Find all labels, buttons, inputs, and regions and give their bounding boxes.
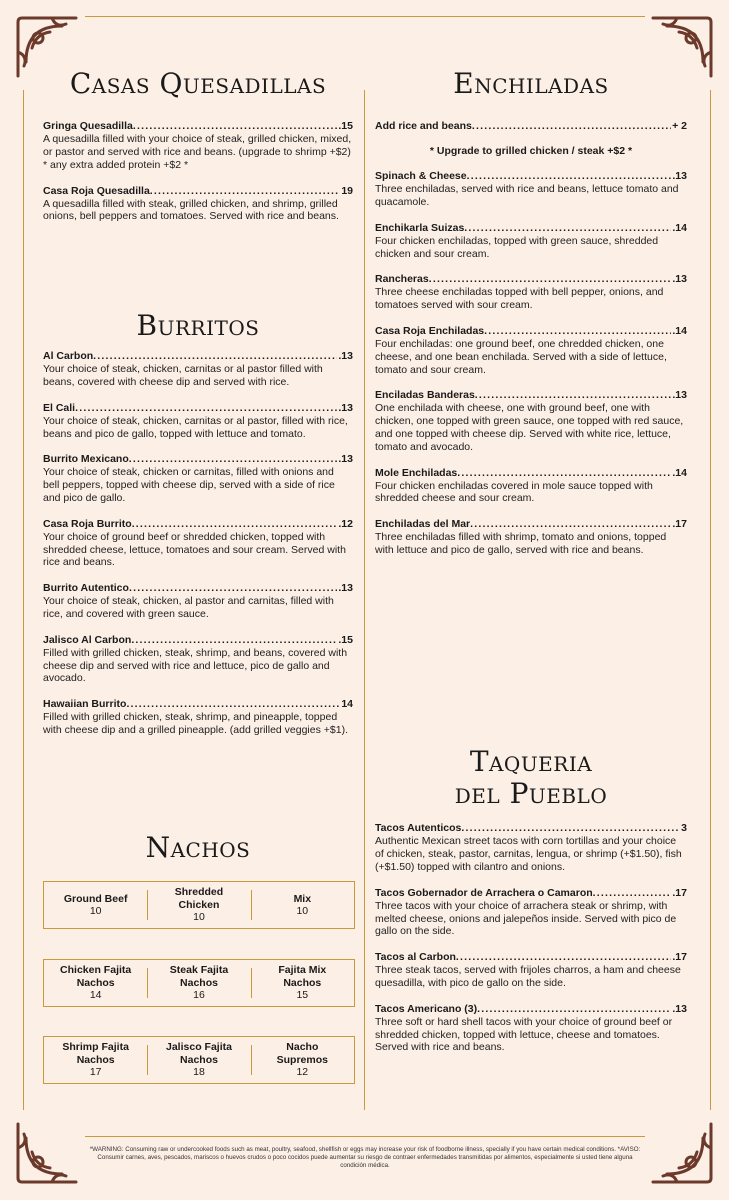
item-name: Rancheras <box>375 273 429 286</box>
item-price: .15 <box>338 633 353 646</box>
nacho-name: Fajita Mix Nachos <box>278 964 327 989</box>
enchiladas-section <box>375 68 687 570</box>
menu-item <box>375 273 687 312</box>
item-desc: Three tacos with your choice of arrachera steak or shrimp, with melted cheese, onions and jalepeños inside. Served with pico de gallo on the side. <box>375 899 677 938</box>
item-price: 14 <box>341 698 353 711</box>
item-desc: Three enchiladas, served with rice and beans, lettuce tomato and quacamole. <box>375 183 679 208</box>
item-price: .13 <box>672 389 687 402</box>
item-name: Enchiladas del Mar <box>375 518 471 531</box>
item-price: .13 <box>672 273 687 286</box>
item-price: .17 <box>672 951 687 964</box>
item-name: Spinach & Cheese <box>375 170 467 183</box>
frame-bottom-line <box>85 1136 645 1137</box>
item-price: 3 <box>681 822 687 835</box>
taqueria-title <box>375 746 687 810</box>
menu-item <box>43 582 353 621</box>
item-name: Tacos Gobernador de Arrachera o Camaron <box>375 886 593 899</box>
nacho-name: Steak Fajita Nachos <box>169 964 229 989</box>
nachos-title: Nachos <box>145 831 251 864</box>
menu-item <box>375 325 687 376</box>
item-desc: Four chicken enchiladas covered in mole sauce topped with shredded cheese and sour cream. <box>375 479 653 505</box>
item-name: Enchikarla Suizas <box>375 221 465 234</box>
nacho-name: Chicken Fajita Nachos <box>60 964 132 989</box>
nacho-price: 16 <box>193 989 205 1002</box>
burritos-section <box>43 310 353 750</box>
nacho-cell <box>44 1037 147 1083</box>
nacho-price: 10 <box>296 905 309 917</box>
item-desc: Four enchiladas: one ground beef, one chredded chicken, one cheese, and one bean enchilada. Served with a side of lettuce, tomato and sour cream. <box>375 337 667 376</box>
menu-item <box>375 518 687 557</box>
item-name: Gringa Quesadilla <box>43 120 133 133</box>
menu-item <box>43 350 353 389</box>
taqueria-title-line2: del Pueblo <box>454 777 608 811</box>
menu-item <box>375 389 687 453</box>
item-price: .13 <box>338 453 353 466</box>
item-price: .14 <box>672 221 687 234</box>
item-name: Jalisco Al Carbon <box>43 633 132 646</box>
item-name: Casa Roja Enchiladas <box>375 324 485 337</box>
item-price: 19 <box>341 184 353 197</box>
taqueria-title-line1: Taqueria <box>469 745 593 778</box>
quesadillas-section <box>43 68 353 236</box>
item-price: + 2 <box>672 120 687 133</box>
nacho-price: 15 <box>296 989 309 1002</box>
menu-item <box>375 951 687 990</box>
item-name: Casa Roja Burrito <box>43 517 132 530</box>
nacho-name: Shrimp Fajita Nachos <box>62 1041 129 1066</box>
enchiladas-title: Enchiladas <box>453 67 609 100</box>
menu-item <box>375 822 687 873</box>
item-desc: Your choice of steak, chicken or carnitas, filled with onions and bell peppers, topped with cheese dip, served with a side of rice and pico de gallo. <box>43 466 335 504</box>
nacho-cell <box>44 882 147 928</box>
corner-ornament-icon <box>12 1118 82 1188</box>
menu-item <box>43 120 353 171</box>
menu-item <box>375 170 687 209</box>
item-desc: A quesadilla filled with steak, grilled chicken, and shrimp, grilled onions, bell peppers and tomatoes. Served with rice and beans. <box>43 197 339 223</box>
item-desc: Filled with grilled chicken, steak, shrimp, and pineapple, topped with cheese dip and a grilled pineapple. (add grilled veggies +$1). <box>43 711 348 736</box>
item-desc: Your choice of steak, chicken, carnitas or al pastor filled with beans, covered with cheese dip and served with rice. <box>43 363 323 388</box>
menu-item <box>43 698 353 737</box>
item-desc: Your choice of steak, chicken, al pastor and carnitas, filled with rice, and covered with green sauce. <box>43 595 334 620</box>
item-price: .13 <box>672 1002 687 1015</box>
menu-item <box>375 1003 687 1054</box>
nacho-row <box>43 959 355 1007</box>
item-desc: Four chicken enchiladas, topped with green sauce, shredded chicken and sour cream. <box>375 234 659 260</box>
upgrade-note: * Upgrade to grilled chicken / steak +$2 * <box>429 145 633 158</box>
item-desc: A quesadilla filled with your choice of steak, grilled chicken, mixed, or pastor and served with rice and beans. (upgrade to shrimp +$2) * any extra added protein +$2 * <box>43 133 352 171</box>
nacho-name: Nacho Supremos <box>276 1041 328 1066</box>
nacho-cell <box>147 1037 250 1083</box>
item-desc: Your choice of steak, chicken, carnitas or al pastor, filled with rice, beans and pico de gallo, topped with lettuce and tomato. <box>43 414 348 440</box>
taqueria-section <box>375 746 687 1067</box>
nacho-name: Shredded Chicken <box>174 886 224 911</box>
item-price: .17 <box>672 518 687 531</box>
item-price: .12 <box>338 517 353 530</box>
nacho-cell <box>147 960 250 1006</box>
nacho-price: 18 <box>193 1066 205 1079</box>
item-price: .13 <box>338 401 353 414</box>
item-name: Burrito Mexicano <box>43 453 129 466</box>
addon-item <box>375 120 687 133</box>
item-name: Casa Roja Quesadilla <box>43 184 150 197</box>
nacho-cell <box>251 882 354 928</box>
nacho-cell <box>44 960 147 1006</box>
nacho-cell <box>251 1037 354 1083</box>
nacho-name: Jalisco Fajita Nachos <box>166 1041 232 1066</box>
item-desc: One enchilada with cheese, one with ground beef, one with chicken, one topped with green sauce, one topped with red sauce, and one topped with cheese dip. Served with white rice, lettuce, tomato and avocado. <box>375 402 684 453</box>
menu-item <box>375 467 687 506</box>
item-desc: Three steak tacos, served with frijoles charros, a ham and cheese quesadilla, with pico de gallo on the side. <box>375 964 681 989</box>
item-desc: Three cheese enchiladas topped with bell pepper, onions, and tomatoes served with sour cream. <box>375 286 664 312</box>
item-price: .13 <box>338 350 353 363</box>
item-name: Enciladas Banderas <box>375 389 475 402</box>
nacho-row <box>43 1036 355 1084</box>
item-desc: Three soft or hard shell tacos with your choice of ground beef or shredded chicken, topped with lettuce, cheese and tomatoes. Served with rice and beans. <box>375 1015 673 1054</box>
item-name: Al Carbon <box>43 350 94 363</box>
frame-right-line <box>710 90 711 1110</box>
nacho-cell <box>147 882 250 928</box>
nacho-row <box>43 881 355 929</box>
item-price: .15 <box>338 120 353 133</box>
menu-item <box>375 222 687 261</box>
item-name: Add rice and beans <box>375 120 472 133</box>
quesadillas-title: Casas Quesadillas <box>69 67 327 100</box>
frame-top-line <box>85 16 645 17</box>
item-price: .13 <box>338 582 353 595</box>
item-name: Tacos al Carbon <box>375 951 456 964</box>
item-name: Tacos Americano (3) <box>375 1002 478 1015</box>
item-name: El Cali <box>43 401 76 414</box>
menu-item <box>43 402 353 441</box>
nacho-price: 12 <box>296 1066 309 1079</box>
item-desc: Filled with grilled chicken, steak, shrimp, and beans, covered with cheese dip and served with rice and lettuce, pico de gallo and avocado. <box>43 646 348 685</box>
item-price: .13 <box>672 170 687 183</box>
item-desc: Three enchiladas filled with shrimp, tomato and onions, topped with lettuce and pico de gallo, served with rice and beans. <box>375 531 667 556</box>
menu-item <box>43 634 353 685</box>
item-name: Tacos Autenticos <box>375 822 462 835</box>
nacho-price: 10 <box>193 911 205 924</box>
frame-center-line <box>364 90 365 1110</box>
menu-item <box>43 518 353 569</box>
nacho-price: 14 <box>89 989 102 1002</box>
nacho-cell <box>251 960 354 1006</box>
item-desc: Authentic Mexican street tacos with corn tortillas and your choice of chicken, steak, pastor, carnitas, lengua, or shrimp (+$1.50), fish (+$1.50) topped with cilantro and onions. <box>375 835 682 873</box>
nacho-price: 17 <box>89 1066 102 1079</box>
nacho-name: Mix <box>293 892 312 905</box>
item-name: Mole Enchiladas <box>375 466 458 479</box>
corner-ornament-icon <box>647 1118 717 1188</box>
item-name: Burrito Autentico <box>43 582 129 595</box>
item-price: .14 <box>672 324 687 337</box>
menu-item <box>43 185 353 224</box>
nacho-price: 10 <box>89 905 102 917</box>
footer-warning: *WARNING: Consuming raw or undercooked foods such as meat, poultry, seafood, shellfish or eggs may increase your risk of foodborne illness, specially if you have certain medical conditions. *AVISO: Consumir carnes, aves, pescados, mariscos o huevos crudos o poco cocidos puede aumentar su riesgo de contraer enfermedades transmitidas por alimentos, especialmente si usted tiene alguna condición médica. <box>89 1146 641 1169</box>
item-desc: Your choice of ground beef or shredded chicken, topped with shredded cheese, lettuce, tomatoes and sour cream. Served with rice and beans. <box>43 530 346 569</box>
item-price: .14 <box>672 466 687 479</box>
menu-item <box>43 453 353 504</box>
menu-item <box>375 887 687 938</box>
burritos-title: Burritos <box>136 309 260 342</box>
nacho-name: Ground Beef <box>63 892 128 905</box>
item-price: .17 <box>672 886 687 899</box>
item-name: Hawaiian Burrito <box>43 698 127 711</box>
frame-left-line <box>23 90 24 1110</box>
